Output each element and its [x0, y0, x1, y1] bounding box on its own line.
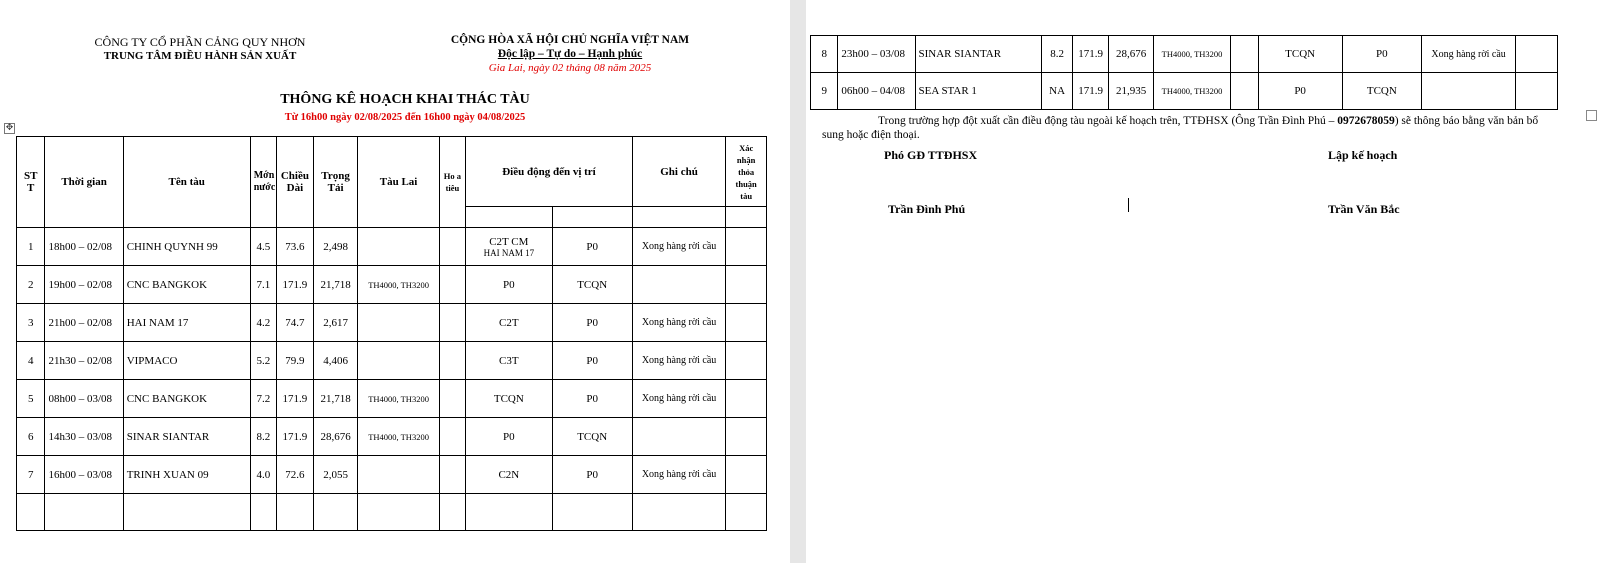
col-length: Chiều Dài	[277, 137, 314, 228]
company-block	[70, 35, 330, 63]
row-draft[interactable]: 4.5	[250, 228, 276, 266]
row-draft[interactable]: 4.2	[250, 304, 276, 342]
row-pilot[interactable]	[439, 456, 465, 494]
company-department: TRUNG TÂM ĐIỀU HÀNH SẢN XUẤT	[103, 50, 297, 62]
empty-cell[interactable]	[439, 494, 465, 531]
row-tug[interactable]	[358, 228, 439, 266]
row-pilot[interactable]	[439, 228, 465, 266]
move-to-cell[interactable]	[552, 207, 632, 228]
row-length[interactable]: 73.6	[277, 228, 314, 266]
col-move: Điều động đến vị trí	[466, 137, 633, 207]
row-stt[interactable]: 8	[811, 36, 838, 73]
row-note[interactable]: Xong hàng rời cầu	[632, 228, 725, 266]
company-name: CÔNG TY CỔ PHẦN CẢNG QUY NHƠN	[94, 35, 306, 49]
table-row	[811, 73, 1558, 110]
row-time[interactable]: 21h30 – 02/08	[45, 342, 123, 380]
table-row	[17, 418, 767, 456]
empty-cell[interactable]	[726, 494, 767, 531]
nation-name: CỘNG HÒA XÃ HỘI CHỦ NGHĨA VIỆT NAM	[450, 34, 690, 46]
row-tug[interactable]	[358, 304, 439, 342]
row-tug[interactable]: TH4000, TH3200	[358, 418, 439, 456]
table-row	[811, 36, 1558, 73]
row-dwt[interactable]: 2,498	[313, 228, 358, 266]
document-page-1	[0, 0, 790, 563]
row-pos1[interactable]: C2T	[466, 304, 552, 342]
row-draft[interactable]: 8.2	[1042, 36, 1072, 73]
col-ship: Tên tàu	[123, 137, 250, 228]
table-header-row	[17, 137, 767, 207]
row-length[interactable]: 79.9	[277, 342, 314, 380]
move-from-cell[interactable]	[466, 207, 552, 228]
row-confirm[interactable]	[726, 304, 767, 342]
row-pilot[interactable]	[1231, 36, 1258, 73]
signer-left-name: Trần Đình Phú	[888, 202, 966, 216]
row-confirm[interactable]	[1516, 36, 1558, 73]
col-draft: Mớn nước	[250, 137, 276, 228]
row-dwt[interactable]: 21,718	[313, 266, 358, 304]
row-pos1[interactable]: TCQN	[466, 380, 552, 418]
row-note[interactable]: Xong hàng rời cầu	[632, 304, 725, 342]
document-page-2	[806, 0, 1600, 563]
row-ship[interactable]: SEA STAR 1	[915, 73, 1042, 110]
row-pilot[interactable]	[439, 342, 465, 380]
row-pos1-sub: HAI NAM 17	[483, 247, 535, 258]
signer-left-title: Phó GĐ TTĐHSX	[884, 148, 978, 162]
empty-cell[interactable]	[466, 494, 552, 531]
document-date: Gia Lai, ngày 02 tháng 08 năm 2025	[488, 62, 652, 74]
row-pos2[interactable]: P0	[552, 456, 632, 494]
notice-phone: 0972678059	[1337, 115, 1395, 127]
empty-cell[interactable]	[277, 494, 314, 531]
table-row	[17, 456, 767, 494]
table-row	[17, 342, 767, 380]
col-stt: ST T	[17, 137, 45, 228]
row-pos2[interactable]: P0	[552, 342, 632, 380]
empty-cell[interactable]	[552, 494, 632, 531]
row-length[interactable]: 171.9	[277, 266, 314, 304]
row-pos1-main: C2T CM	[489, 235, 529, 248]
row-dwt[interactable]: 28,676	[1109, 36, 1154, 73]
row-length[interactable]: 171.9	[1072, 36, 1109, 73]
row-pos2[interactable]: P0	[552, 304, 632, 342]
row-dwt[interactable]: 28,676	[313, 418, 358, 456]
empty-cell[interactable]	[632, 494, 725, 531]
col-note: Ghi chú	[632, 137, 725, 207]
row-pos2[interactable]: TCQN	[552, 266, 632, 304]
confirm-sub-cell[interactable]	[726, 207, 767, 228]
ship-plan-table-continued	[810, 35, 1558, 110]
row-dwt[interactable]: 4,406	[313, 342, 358, 380]
row-tug[interactable]	[358, 342, 439, 380]
row-length[interactable]: 171.9	[1072, 73, 1109, 110]
table-resize-handle-icon[interactable]	[1586, 110, 1597, 121]
row-ship[interactable]: CNC BANGKOK	[123, 380, 250, 418]
notice-text-after: ) sẽ thông báo bằng văn bản bổ sung hoặc điện thoại.	[822, 115, 1539, 141]
row-pilot[interactable]	[1231, 73, 1258, 110]
row-pos1[interactable]: P0	[466, 266, 552, 304]
document-title: THÔNG KÊ HOẠCH KHAI THÁC TÀU	[280, 92, 530, 107]
row-time[interactable]: 19h00 – 02/08	[45, 266, 123, 304]
row-confirm[interactable]	[726, 266, 767, 304]
row-ship[interactable]: VIPMACO	[123, 342, 250, 380]
row-pilot[interactable]	[439, 266, 465, 304]
row-confirm[interactable]	[1516, 73, 1558, 110]
row-stt[interactable]: 4	[17, 342, 45, 380]
empty-cell[interactable]	[17, 494, 45, 531]
row-pilot[interactable]	[439, 304, 465, 342]
row-note[interactable]	[1421, 73, 1515, 110]
row-pos1[interactable]: C3T	[466, 342, 552, 380]
row-dwt[interactable]: 2,055	[313, 456, 358, 494]
row-draft[interactable]: 7.2	[250, 380, 276, 418]
empty-cell[interactable]	[45, 494, 123, 531]
document-subtitle: Từ 16h00 ngày 02/08/2025 đến 16h00 ngày 04/08/2025	[284, 112, 526, 123]
row-time[interactable]: 06h00 – 04/08	[838, 73, 915, 110]
row-draft[interactable]: 8.2	[250, 418, 276, 456]
row-time[interactable]: 21h00 – 02/08	[45, 304, 123, 342]
row-time[interactable]: 23h00 – 03/08	[838, 36, 915, 73]
row-tug[interactable]: TH4000, TH3200	[1154, 36, 1231, 73]
col-time: Thời gian	[45, 137, 123, 228]
row-stt[interactable]: 9	[811, 73, 838, 110]
row-stt[interactable]: 2	[17, 266, 45, 304]
row-note[interactable]: Xong hàng rời cầu	[632, 342, 725, 380]
row-pos1[interactable]: P0	[1258, 73, 1342, 110]
row-ship[interactable]: TRINH XUAN 09	[123, 456, 250, 494]
row-pilot[interactable]	[439, 418, 465, 456]
signer-right-title: Lập kế hoạch	[1328, 148, 1398, 162]
empty-cell[interactable]	[358, 494, 439, 531]
row-time[interactable]: 08h00 – 03/08	[45, 380, 123, 418]
national-header	[440, 33, 700, 75]
row-time[interactable]: 18h00 – 02/08	[45, 228, 123, 266]
table-row-empty	[17, 494, 767, 531]
table-row	[17, 304, 767, 342]
row-dwt[interactable]: 2,617	[313, 304, 358, 342]
row-note[interactable]: Xong hàng rời cầu	[1421, 36, 1515, 73]
signer-right-name: Trần Văn Bắc	[1328, 202, 1400, 216]
row-ship[interactable]: CHINH QUYNH 99	[123, 228, 250, 266]
row-pos1[interactable]: C2N	[466, 456, 552, 494]
table-row	[17, 380, 767, 418]
empty-cell[interactable]	[250, 494, 276, 531]
notice-text-before: Trong trường hợp đột xuất cần điều động tàu ngoài kế hoạch trên, TTĐHSX (Ông Trần Đình Phú –	[878, 115, 1338, 127]
row-dwt[interactable]: 21,718	[313, 380, 358, 418]
row-confirm[interactable]	[726, 342, 767, 380]
row-length[interactable]: 72.6	[277, 456, 314, 494]
row-time[interactable]: 14h30 – 03/08	[45, 418, 123, 456]
table-row	[17, 228, 767, 266]
table-row	[17, 266, 767, 304]
empty-cell[interactable]	[313, 494, 358, 531]
row-confirm[interactable]	[726, 228, 767, 266]
note-sub-cell[interactable]	[632, 207, 725, 228]
row-draft[interactable]: 5.2	[250, 342, 276, 380]
notice-paragraph	[822, 114, 1542, 142]
col-confirm: Xác nhận thỏa thuận tàu	[726, 137, 767, 207]
row-pos2[interactable]: TCQN	[552, 418, 632, 456]
row-length[interactable]: 171.9	[277, 418, 314, 456]
row-pos2[interactable]: P0	[552, 380, 632, 418]
row-pos2[interactable]: P0	[1342, 36, 1421, 73]
row-stt[interactable]: 3	[17, 304, 45, 342]
row-draft[interactable]: 7.1	[250, 266, 276, 304]
row-pos2[interactable]: TCQN	[1342, 73, 1421, 110]
row-note[interactable]: Xong hàng rời cầu	[632, 380, 725, 418]
row-stt[interactable]: 1	[17, 228, 45, 266]
row-draft[interactable]: 4.0	[250, 456, 276, 494]
row-confirm[interactable]	[726, 456, 767, 494]
col-tug: Tàu Lai	[358, 137, 439, 228]
empty-cell[interactable]	[123, 494, 250, 531]
row-confirm[interactable]	[726, 418, 767, 456]
row-tug[interactable]: TH4000, TH3200	[1154, 73, 1231, 110]
row-note[interactable]: Xong hàng rời cầu	[632, 456, 725, 494]
col-dwt: Trọng Tải	[313, 137, 358, 228]
row-tug[interactable]: TH4000, TH3200	[358, 266, 439, 304]
row-stt[interactable]: 6	[17, 418, 45, 456]
row-pilot[interactable]	[439, 380, 465, 418]
row-note[interactable]	[632, 418, 725, 456]
row-pos1[interactable]: TCQN	[1258, 36, 1342, 73]
text-cursor	[1128, 198, 1129, 212]
row-tug[interactable]: TH4000, TH3200	[358, 380, 439, 418]
row-pos1[interactable]: P0	[466, 418, 552, 456]
row-dwt[interactable]: 21,935	[1109, 73, 1154, 110]
row-length[interactable]: 74.7	[277, 304, 314, 342]
row-ship[interactable]: SINAR SIANTAR	[123, 418, 250, 456]
table-move-handle-icon[interactable]: ✥	[5, 123, 14, 133]
row-tug[interactable]	[358, 456, 439, 494]
ship-plan-table	[16, 136, 767, 531]
row-confirm[interactable]	[726, 380, 767, 418]
row-time[interactable]: 16h00 – 03/08	[45, 456, 123, 494]
row-ship[interactable]: SINAR SIANTAR	[915, 36, 1042, 73]
col-pilot: Ho a tiêu	[439, 137, 465, 228]
row-length[interactable]: 171.9	[277, 380, 314, 418]
row-ship[interactable]: CNC BANGKOK	[123, 266, 250, 304]
row-stt[interactable]: 7	[17, 456, 45, 494]
nation-motto: Độc lập – Tự do – Hạnh phúc	[497, 48, 643, 60]
row-note[interactable]	[632, 266, 725, 304]
row-stt[interactable]: 5	[17, 380, 45, 418]
row-draft[interactable]: NA	[1042, 73, 1072, 110]
row-pos1[interactable]	[466, 228, 552, 266]
row-ship[interactable]: HAI NAM 17	[123, 304, 250, 342]
row-pos2[interactable]: P0	[552, 228, 632, 266]
